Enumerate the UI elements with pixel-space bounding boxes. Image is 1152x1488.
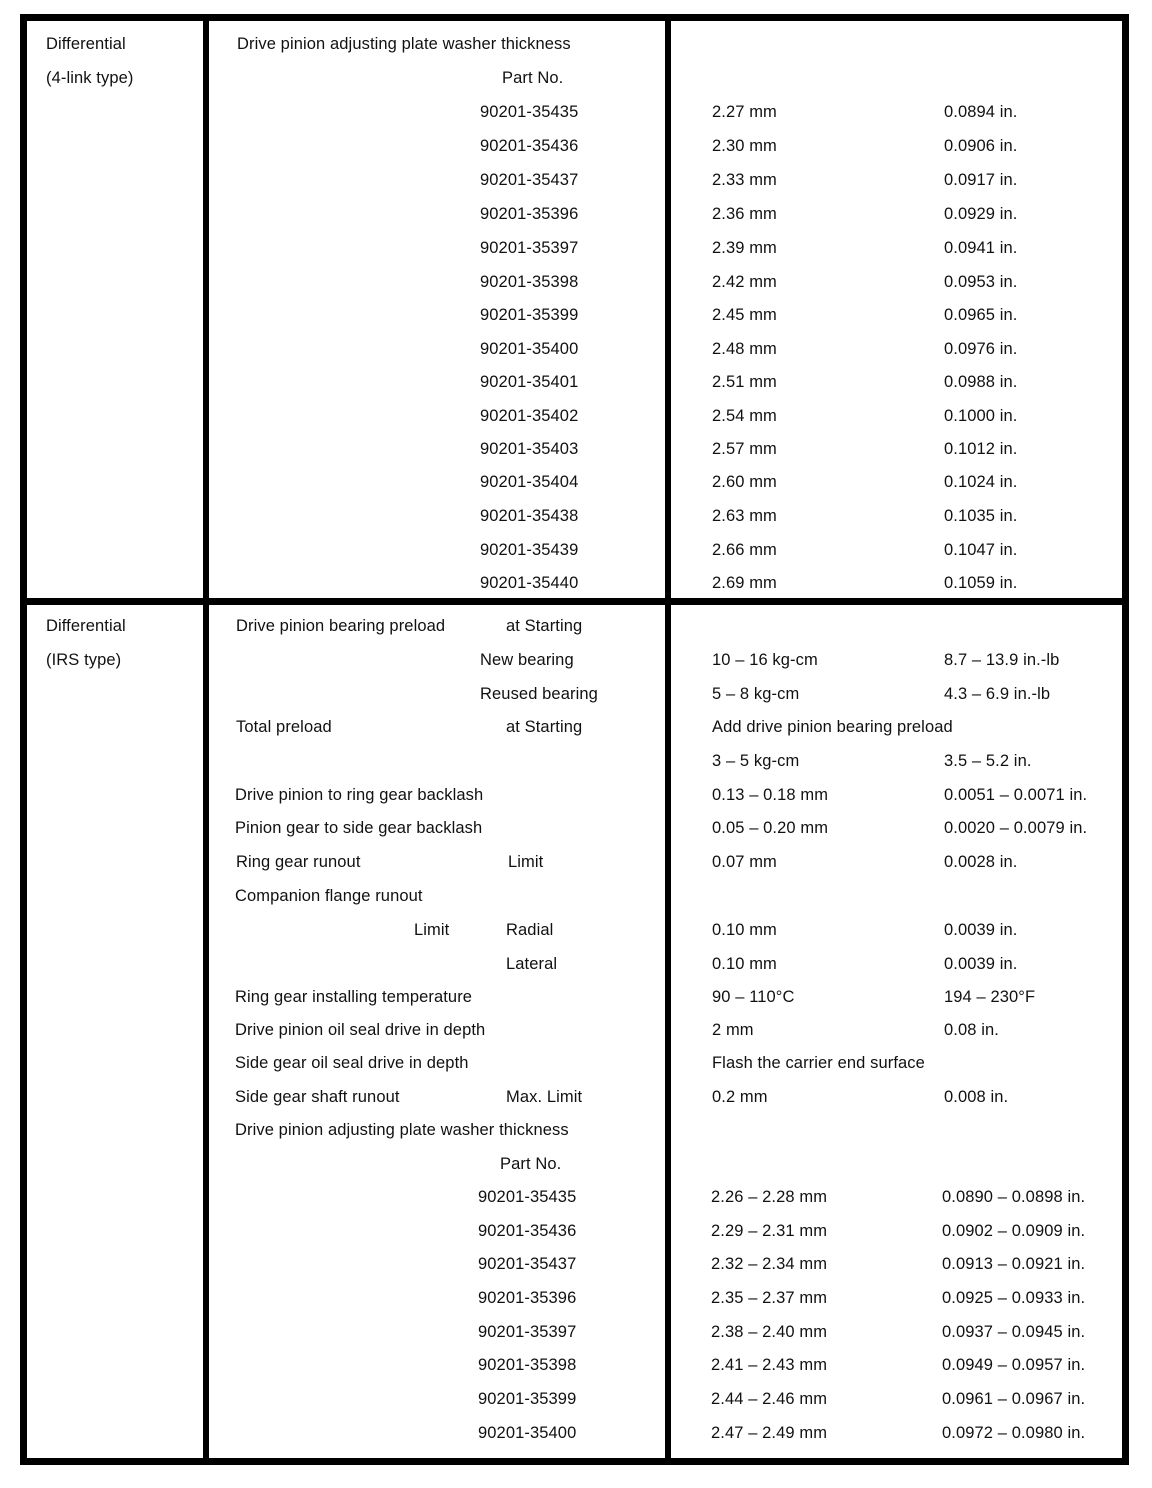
thickness-mm: 2.54 mm	[712, 407, 777, 425]
thickness-in: 0.1035 in.	[944, 507, 1018, 525]
thickness-mm: 2.57 mm	[712, 440, 777, 458]
section2-category-line2: (IRS type)	[46, 651, 122, 669]
thickness-mm: 2.51 mm	[712, 373, 777, 391]
pinion-oil-seal-metric: 2 mm	[712, 1021, 754, 1039]
part-number: 90201-35396	[478, 1289, 577, 1307]
side-gear-oil-seal-label: Side gear oil seal drive in depth	[235, 1054, 469, 1072]
part-number: 90201-35400	[478, 1424, 577, 1442]
thickness-in: 0.0961 – 0.0967 in.	[942, 1390, 1086, 1408]
section2-washer-heading: Drive pinion adjusting plate washer thickness	[235, 1121, 569, 1139]
total-preload-note: Add drive pinion bearing preload	[712, 718, 953, 736]
max-limit-label: Max. Limit	[506, 1088, 583, 1106]
drive-pinion-preload-label: Drive pinion bearing preload	[236, 617, 446, 635]
lateral-metric: 0.10 mm	[712, 955, 777, 973]
thickness-in: 0.0937 – 0.0945 in.	[942, 1323, 1086, 1341]
part-number: 90201-35435	[480, 103, 579, 121]
thickness-mm: 2.44 – 2.46 mm	[711, 1390, 828, 1408]
thickness-in: 0.0949 – 0.0957 in.	[942, 1356, 1086, 1374]
total-preload-metric: 3 – 5 kg-cm	[712, 752, 800, 770]
part-number: 90201-35404	[480, 473, 579, 491]
thickness-in: 0.0894 in.	[944, 103, 1018, 121]
thickness-in: 0.0890 – 0.0898 in.	[942, 1188, 1086, 1206]
part-number: 90201-35401	[480, 373, 579, 391]
thickness-mm: 2.30 mm	[712, 137, 777, 155]
thickness-in: 0.0929 in.	[944, 205, 1018, 223]
total-preload-imperial: 3.5 – 5.2 in.	[944, 752, 1032, 770]
new-bearing-label: New bearing	[480, 651, 574, 669]
thickness-in: 0.0906 in.	[944, 137, 1018, 155]
thickness-in: 0.0976 in.	[944, 340, 1018, 358]
thickness-mm: 2.66 mm	[712, 541, 777, 559]
thickness-mm: 2.26 – 2.28 mm	[711, 1188, 828, 1206]
side-gear-backlash-label: Pinion gear to side gear backlash	[235, 819, 483, 837]
part-number: 90201-35437	[480, 171, 579, 189]
part-number: 90201-35437	[478, 1255, 577, 1273]
thickness-in: 0.1047 in.	[944, 541, 1018, 559]
thickness-in: 0.0917 in.	[944, 171, 1018, 189]
section2-category-line1: Differential	[46, 617, 126, 635]
limit-label: Limit	[414, 921, 450, 939]
thickness-in: 0.0965 in.	[944, 306, 1018, 324]
part-number: 90201-35402	[480, 407, 579, 425]
part-number: 90201-35398	[480, 273, 579, 291]
thickness-mm: 2.45 mm	[712, 306, 777, 324]
part-number: 90201-35439	[480, 541, 579, 559]
shaft-runout-imperial: 0.008 in.	[944, 1088, 1009, 1106]
installing-temperature-imperial: 194 – 230°F	[944, 988, 1036, 1006]
thickness-in: 0.0902 – 0.0909 in.	[942, 1222, 1086, 1240]
thickness-in: 0.1012 in.	[944, 440, 1018, 458]
shaft-runout-metric: 0.2 mm	[712, 1088, 768, 1106]
thickness-mm: 2.42 mm	[712, 273, 777, 291]
section1-category-line2: (4-link type)	[46, 69, 134, 87]
shaft-runout-label: Side gear shaft runout	[235, 1088, 400, 1106]
part-number: 90201-35440	[480, 574, 579, 592]
side-gear-backlash-metric: 0.05 – 0.20 mm	[712, 819, 829, 837]
part-number: 90201-35397	[480, 239, 579, 257]
thickness-in: 0.0972 – 0.0980 in.	[942, 1424, 1086, 1442]
thickness-mm: 2.48 mm	[712, 340, 777, 358]
new-bearing-imperial: 8.7 – 13.9 in.-lb	[944, 651, 1060, 669]
section-divider	[20, 598, 1129, 605]
part-number: 90201-35398	[478, 1356, 577, 1374]
thickness-mm: 2.41 – 2.43 mm	[711, 1356, 828, 1374]
new-bearing-metric: 10 – 16 kg-cm	[712, 651, 818, 669]
thickness-in: 0.0988 in.	[944, 373, 1018, 391]
thickness-mm: 2.36 mm	[712, 205, 777, 223]
reused-bearing-label: Reused bearing	[480, 685, 598, 703]
thickness-mm: 2.29 – 2.31 mm	[711, 1222, 828, 1240]
companion-flange-runout-label: Companion flange runout	[235, 887, 423, 905]
column-divider-right	[665, 14, 671, 1465]
lateral-label: Lateral	[506, 955, 558, 973]
pinion-oil-seal-imperial: 0.08 in.	[944, 1021, 999, 1039]
thickness-in: 0.1000 in.	[944, 407, 1018, 425]
part-number: 90201-35397	[478, 1323, 577, 1341]
side-gear-backlash-imperial: 0.0020 – 0.0079 in.	[944, 819, 1088, 837]
total-preload-label: Total preload	[236, 718, 332, 736]
pinion-oil-seal-label: Drive pinion oil seal drive in depth	[235, 1021, 486, 1039]
thickness-mm: 2.63 mm	[712, 507, 777, 525]
part-number: 90201-35399	[480, 306, 579, 324]
radial-imperial: 0.0039 in.	[944, 921, 1018, 939]
installing-temperature-metric: 90 – 110°C	[712, 988, 795, 1006]
side-gear-oil-seal-note: Flash the carrier end surface	[712, 1054, 925, 1072]
thickness-in: 0.0913 – 0.0921 in.	[942, 1255, 1086, 1273]
thickness-in: 0.0941 in.	[944, 239, 1018, 257]
part-number: 90201-35438	[480, 507, 579, 525]
ring-gear-backlash-imperial: 0.0051 – 0.0071 in.	[944, 786, 1088, 804]
part-number: 90201-35396	[480, 205, 579, 223]
thickness-mm: 2.27 mm	[712, 103, 777, 121]
lateral-imperial: 0.0039 in.	[944, 955, 1018, 973]
at-starting-label: at Starting	[506, 718, 583, 736]
thickness-mm: 2.32 – 2.34 mm	[711, 1255, 828, 1273]
thickness-in: 0.1024 in.	[944, 473, 1018, 491]
ring-gear-runout-label: Ring gear runout	[236, 853, 361, 871]
thickness-in: 0.1059 in.	[944, 574, 1018, 592]
thickness-mm: 2.33 mm	[712, 171, 777, 189]
part-number: 90201-35436	[480, 137, 579, 155]
spec-table-border	[20, 14, 1129, 1465]
at-starting-label: at Starting	[506, 617, 583, 635]
part-number: 90201-35400	[480, 340, 579, 358]
section1-part-no-label: Part No.	[502, 69, 564, 87]
limit-label: Limit	[508, 853, 544, 871]
part-number: 90201-35436	[478, 1222, 577, 1240]
part-number: 90201-35435	[478, 1188, 577, 1206]
section1-heading: Drive pinion adjusting plate washer thickness	[237, 35, 571, 53]
thickness-mm: 2.47 – 2.49 mm	[711, 1424, 828, 1442]
ring-gear-runout-metric: 0.07 mm	[712, 853, 777, 871]
section1-category-line1: Differential	[46, 35, 126, 53]
thickness-mm: 2.35 – 2.37 mm	[711, 1289, 828, 1307]
installing-temperature-label: Ring gear installing temperature	[235, 988, 473, 1006]
column-divider-left	[203, 14, 209, 1465]
radial-label: Radial	[506, 921, 554, 939]
thickness-mm: 2.60 mm	[712, 473, 777, 491]
thickness-mm: 2.69 mm	[712, 574, 777, 592]
section2-part-no-label: Part No.	[500, 1155, 562, 1173]
thickness-in: 0.0953 in.	[944, 273, 1018, 291]
part-number: 90201-35403	[480, 440, 579, 458]
reused-bearing-metric: 5 – 8 kg-cm	[712, 685, 800, 703]
reused-bearing-imperial: 4.3 – 6.9 in.-lb	[944, 685, 1051, 703]
thickness-in: 0.0925 – 0.0933 in.	[942, 1289, 1086, 1307]
ring-gear-backlash-label: Drive pinion to ring gear backlash	[235, 786, 484, 804]
thickness-mm: 2.38 – 2.40 mm	[711, 1323, 828, 1341]
ring-gear-backlash-metric: 0.13 – 0.18 mm	[712, 786, 829, 804]
ring-gear-runout-imperial: 0.0028 in.	[944, 853, 1018, 871]
part-number: 90201-35399	[478, 1390, 577, 1408]
thickness-mm: 2.39 mm	[712, 239, 777, 257]
radial-metric: 0.10 mm	[712, 921, 777, 939]
